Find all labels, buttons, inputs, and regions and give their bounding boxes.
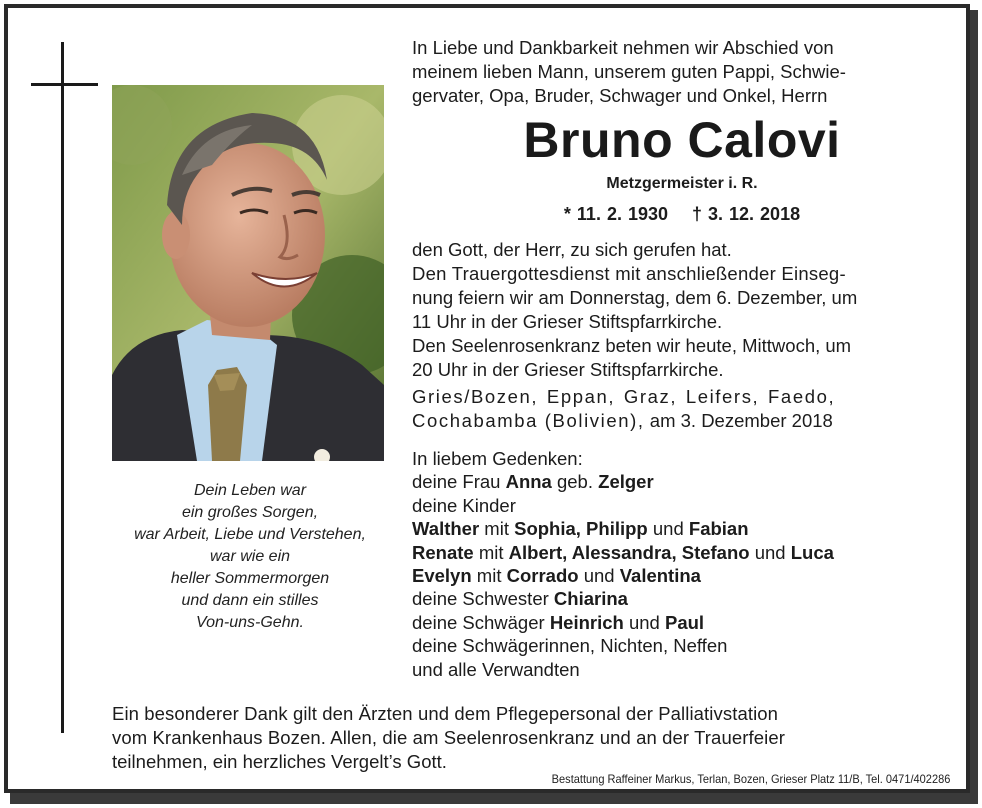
family-line-evelyn — [412, 564, 952, 587]
body-line: 20 Uhr in der Grieser Stiftspfarrkirche. — [412, 359, 724, 380]
family-line-relatives: und alle Verwandten — [412, 658, 580, 680]
portrait-photo — [112, 85, 384, 461]
frame-shadow-right — [970, 10, 978, 804]
thanks-line: teilnehmen, ein herzliches Vergelt’s Gott. — [112, 751, 447, 772]
text: und — [578, 565, 620, 587]
intro-line: gervater, Opa, Bruder, Schwager und Onkel, Herrn — [412, 85, 828, 106]
child-name: Walther — [412, 518, 480, 540]
cross-icon — [61, 42, 64, 733]
body-line: Den Seelenrosenkranz beten wir heute, Mittwoch, um — [412, 335, 852, 356]
family-line-sister — [412, 587, 952, 610]
wife-maiden-name: Zelger — [598, 471, 654, 493]
text: geb. — [551, 471, 599, 493]
thanks-line: Ein besonderer Dank gilt den Ärzten und dem Pflegepersonal der Palliativstation — [112, 703, 779, 724]
poem-line: Von-uns-Gehn. — [196, 614, 304, 631]
cross-icon-bar — [31, 83, 98, 86]
grandchild-name: Valentina — [619, 565, 701, 587]
wife-name: Anna — [505, 471, 552, 493]
poem — [100, 480, 400, 634]
poem-line: war wie ein — [209, 548, 291, 565]
funeral-home-footer: Bestattung Raffeiner Markus, Terlan, Bozen, Grieser Platz 11/B, Tel. 0471/402286 — [551, 772, 950, 786]
text: und — [749, 541, 791, 563]
family-line-sisters-in-law: deine Schwägerinnen, Nichten, Neffen — [412, 635, 728, 657]
deceased-name: Bruno Calovi — [523, 112, 841, 168]
grandchild-name: Luca — [790, 541, 834, 563]
intro-line: meinem lieben Mann, unserem guten Pappi, Schwie- — [412, 61, 846, 82]
family-line-walther — [412, 517, 952, 540]
family-line-brothers — [412, 611, 952, 634]
child-name: Evelyn — [412, 565, 472, 587]
intro-line: In Liebe und Dankbarkeit nehmen wir Abschied von — [412, 37, 834, 58]
brother-in-law-name: Paul — [665, 611, 705, 633]
sister-name: Chiarina — [553, 588, 628, 610]
places-spaced: Cochabamba (Bolivien), — [412, 410, 645, 431]
brother-in-law-name: Heinrich — [549, 611, 624, 633]
deceased-title: Metzgermeister i. R. — [606, 175, 758, 192]
intro-text — [412, 36, 952, 108]
poem-line: war Arbeit, Liebe und Verstehen, — [134, 526, 366, 543]
text: mit — [473, 541, 509, 563]
text: mit — [479, 518, 515, 540]
body-line: nung feiern wir am Donnerstag, dem 6. Dezember, um — [412, 287, 858, 308]
family-line-wife — [412, 470, 952, 493]
text: mit — [471, 565, 507, 587]
poem-line: heller Sommermorgen — [170, 570, 330, 587]
family-children-label: deine Kinder — [412, 494, 516, 516]
death-date: † 3. 12. 2018 — [692, 204, 801, 224]
thanks-line: vom Krankenhaus Bozen. Allen, die am Seelenrosenkranz und an der Trauerfeier — [112, 727, 785, 748]
body-line: 11 Uhr in der Grieser Stiftspfarrkirche. — [412, 311, 723, 332]
life-dates — [412, 201, 952, 227]
grandchild-name: Corrado — [506, 565, 579, 587]
body-line: Den Trauergottesdienst mit anschließender Einseg- — [412, 263, 846, 284]
family-line-renate — [412, 541, 952, 564]
birth-date: * 11. 2. 1930 — [563, 204, 668, 224]
places-line: Gries/Bozen, Eppan, Graz, Leifers, Faedo, — [412, 386, 836, 407]
family-list — [412, 447, 952, 681]
text: und — [623, 611, 665, 633]
service-text — [412, 238, 952, 382]
thanks-text — [112, 702, 952, 774]
family-heading: In liebem Gedenken: — [412, 448, 583, 469]
text: deine Schwäger — [412, 611, 550, 633]
places-line — [412, 409, 952, 433]
child-name: Renate — [412, 541, 474, 563]
poem-line: Dein Leben war — [193, 482, 307, 499]
text: deine Schwester — [412, 588, 554, 610]
poem-line: und dann ein stilles — [181, 592, 319, 609]
grandchildren-names: Sophia, Philipp — [514, 518, 648, 540]
grandchild-name: Fabian — [688, 518, 749, 540]
frame-shadow-bottom — [10, 793, 976, 804]
poem-line: ein großes Sorgen, — [181, 504, 319, 521]
body-line: den Gott, der Herr, zu sich gerufen hat. — [412, 239, 732, 260]
places-date — [412, 385, 952, 433]
text: deine Frau — [412, 471, 506, 493]
grandchildren-names: Albert, Alessandra, Stefano — [508, 541, 750, 563]
text: und — [647, 518, 689, 540]
places-date-text: am 3. Dezember 2018 — [644, 410, 833, 431]
